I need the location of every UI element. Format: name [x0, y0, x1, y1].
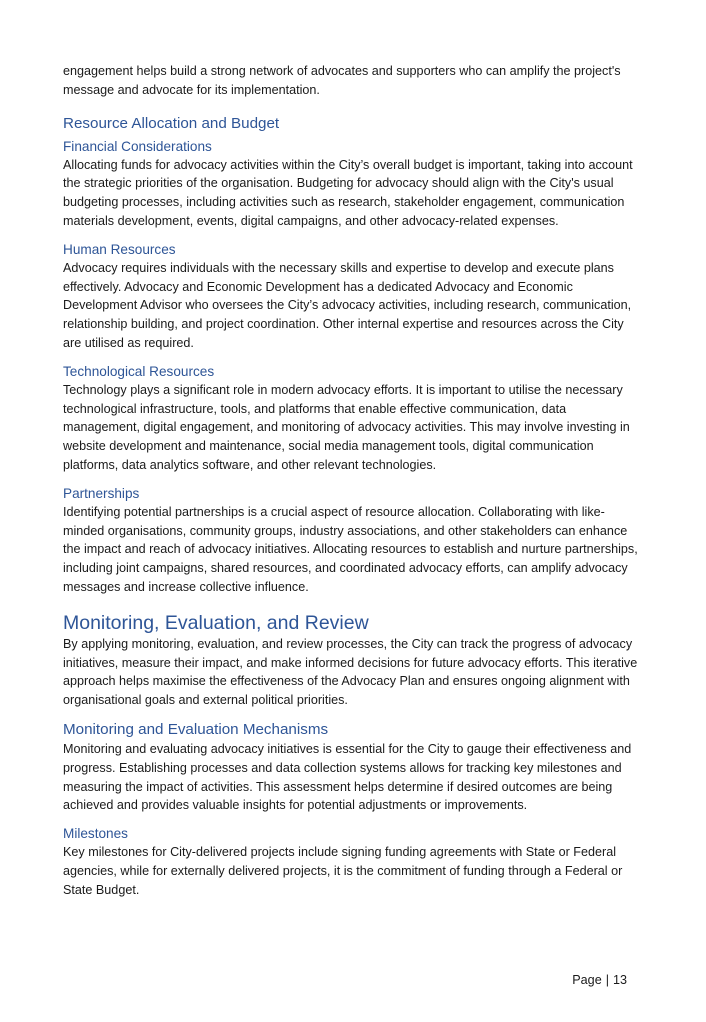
- section-heading-resource-allocation: Resource Allocation and Budget: [63, 114, 280, 132]
- subheading-milestones: Milestones: [63, 826, 128, 842]
- subheading-human-resources: Human Resources: [63, 241, 176, 257]
- subheading-partnerships: Partnerships: [63, 485, 140, 501]
- page-label: Page: [572, 973, 602, 987]
- paragraph-partnerships: Identifying potential partnerships is a crucial aspect of resource allocation. Collaborating with like-minded organisations, community groups, industry associations, and other stakeholders can enhance the impact and reach of advocacy initiatives. Allocating resources to establish and nurture partnerships, including joint campaigns, shared resources, and coordinated advocacy efforts, can amplify advocacy messages and increase collective influence.: [63, 504, 638, 594]
- section-heading-monitoring: Monitoring, Evaluation, and Review: [63, 611, 369, 634]
- intro-paragraph: engagement helps build a strong network of advocates and supporters who can amplify the project's message and advocate for its implementation.: [63, 64, 621, 97]
- paragraph-monitoring-mechanisms: Monitoring and evaluating advocacy initiatives is essential for the City to gauge their effectiveness and progress. Establishing processes and data collection systems allows for tracking key milestones and measuring the impact of activities. This assessment helps determine if desired outcomes are being achieved and provides valuable insights for potential adjustments or improvements.: [63, 741, 632, 813]
- paragraph-monitoring-intro: By applying monitoring, evaluation, and review processes, the City can track the progress of advocacy initiatives, measure their impact, and make informed decisions for future advocacy efforts. This iterative approach helps maximise the effectiveness of the Advocacy Plan and ensures ongoing alignment with organisational goals and external political priorities.: [63, 636, 638, 708]
- page-footer: [572, 971, 627, 989]
- paragraph-financial-considerations: Allocating funds for advocacy activities within the City’s overall budget is important, taking into account the strategic priorities of the organisation. Budgeting for advocacy should align with the City's usual budgeting processes, including activities such as research, stakeholder engagement, communication materials development, events, digital campaigns, and other advocacy-related expenses.: [63, 157, 633, 228]
- document-page: [63, 62, 645, 900]
- paragraph-technological-resources: Technology plays a significant role in modern advocacy efforts. It is important to utilise the necessary technological infrastructure, tools, and platforms that enable effective communication, data management, digital engagement, and monitoring of advocacy activities. This may involve investing in website development and maintenance, social media management tools, digital communication platforms, data analytics software, and other relevant technologies.: [63, 382, 630, 472]
- paragraph-milestones: Key milestones for City-delivered projects include signing funding agreements with State or Federal agencies, while for externally delivered projects, it is the commitment of funding through a Federal or State Budget.: [63, 845, 623, 897]
- subheading-technological-resources: Technological Resources: [63, 363, 215, 379]
- subheading-financial-considerations: Financial Considerations: [63, 138, 212, 154]
- subheading-monitoring-mechanisms: Monitoring and Evaluation Mechanisms: [63, 720, 329, 738]
- paragraph-human-resources: Advocacy requires individuals with the necessary skills and expertise to develop and execute plans effectively. Advocacy and Economic Development has a dedicated Advocacy and Economic Development Advisor who oversees the City’s advocacy activities, including research, communication, relationship building, and project coordination. Other internal expertise and resources across the City are utilised as required.: [63, 260, 632, 350]
- page-number: 13: [612, 973, 627, 987]
- page-separator: |: [605, 973, 609, 987]
